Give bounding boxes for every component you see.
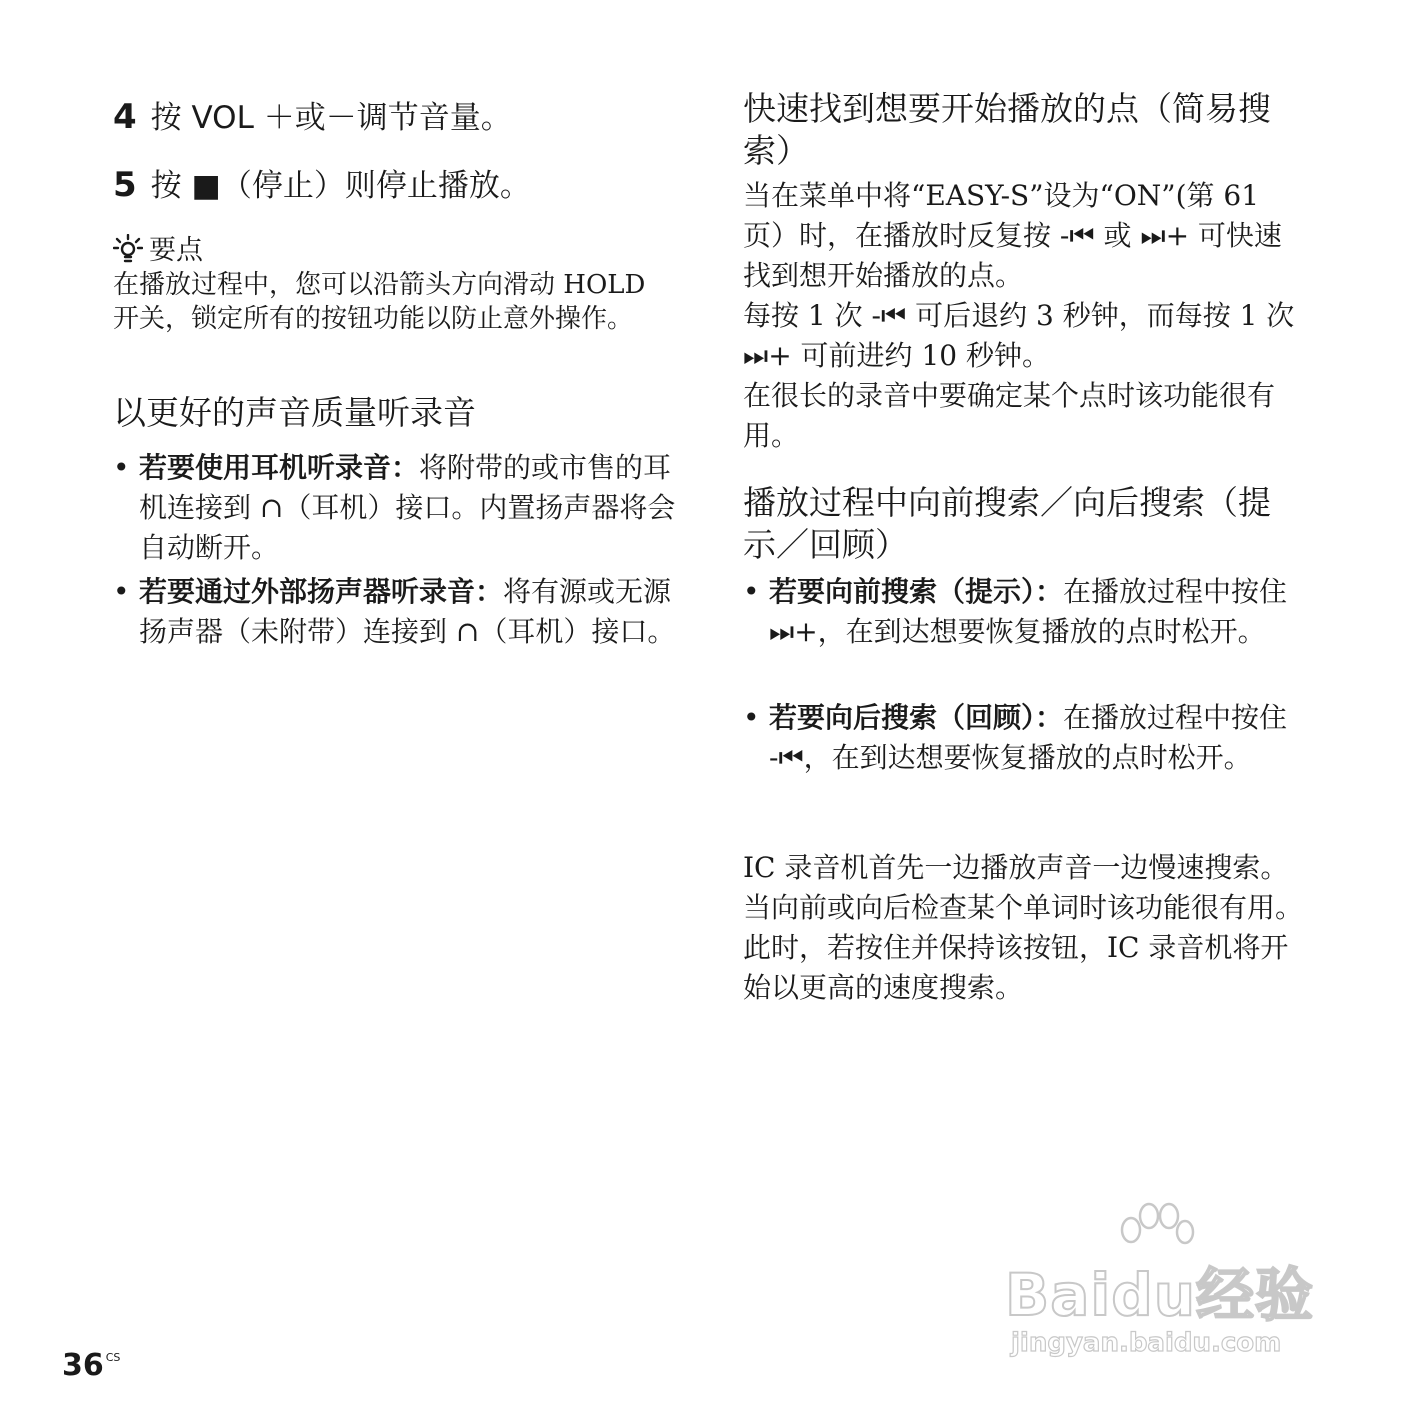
watermark bbox=[1005, 1200, 1335, 1380]
easy-search-paragraph-2: 每按 1 次 -⏮ 可后退约 3 秒钟，而每按 1 次 ⏭+ 可前进约 10 秒钟。 bbox=[743, 299, 1295, 372]
easy-search-paragraph-1: 当在菜单中将“EASY-S”设为“ON”(第 61 页）时，在播放时反复按 -⏮ 或 ⏭+ 可快速找到想开始播放的点。 bbox=[743, 179, 1282, 292]
section-heading-easy-search: 快速找到想要开始播放的点（简易搜索） bbox=[743, 89, 1271, 170]
tip-title: 要点 bbox=[149, 235, 203, 266]
step-4 bbox=[113, 92, 512, 137]
watermark-url: jingyan.baidu.com bbox=[1011, 1328, 1282, 1358]
bullet-cue bbox=[743, 572, 1309, 652]
lightbulb-icon bbox=[113, 234, 143, 264]
bullet-speakers bbox=[113, 572, 679, 652]
bullet-headphones bbox=[113, 448, 679, 568]
page-number bbox=[62, 1348, 120, 1383]
bullet-review bbox=[743, 698, 1309, 778]
bullet-text: 将有源或无源扬声器（未附带）连接到 ∩（耳机）接口。 bbox=[139, 575, 676, 648]
bullet-text: 在播放过程中按住 ⏭+，在到达想要恢复播放的点时松开。 bbox=[769, 575, 1288, 648]
watermark-logo: Baidu经验 bbox=[1005, 1261, 1315, 1329]
easy-search-paragraph-3: 在很长的录音中要确定某个点时该功能很有用。 bbox=[743, 379, 1276, 452]
page-number-value: 36 bbox=[62, 1348, 104, 1383]
bullet-label: 若要通过外部扬声器听录音： bbox=[139, 575, 504, 608]
bullet-label: 若要使用耳机听录音： bbox=[139, 451, 420, 484]
bullet-text: 在播放过程中按住 -⏮，在到达想要恢复播放的点时松开。 bbox=[769, 701, 1288, 774]
tip-body: 在播放过程中，您可以沿箭头方向滑动 HOLD 开关，锁定所有的按钮功能以防止意外操作。 bbox=[113, 270, 646, 334]
bullet-text: 将附带的或市售的耳机连接到 ∩（耳机）接口。内置扬声器将会自动断开。 bbox=[139, 451, 676, 564]
step-text: 按 ■（停止）则停止播放。 bbox=[150, 168, 531, 204]
step-number: 5 bbox=[113, 165, 137, 205]
bullet-label: 若要向后搜索（回顾）： bbox=[769, 701, 1064, 734]
tip-heading bbox=[113, 228, 203, 267]
page-number-suffix: CS bbox=[105, 1351, 121, 1364]
section-heading-cue-review: 播放过程中向前搜索／向后搜索（提示／回顾） bbox=[743, 483, 1271, 564]
section-heading-sound-quality: 以更好的声音质量听录音 bbox=[113, 393, 476, 432]
search-speed-paragraph: IC 录音机首先一边播放声音一边慢速搜索。当向前或向后检查某个单词时该功能很有用。此时，若按住并保持该按钮，IC 录音机将开始以更高的速度搜索。 bbox=[743, 851, 1304, 1004]
step-number: 4 bbox=[113, 97, 137, 137]
step-5 bbox=[113, 160, 531, 205]
step-text: 按 VOL ＋或－调节音量。 bbox=[150, 100, 512, 136]
bullet-label: 若要向前搜索（提示）： bbox=[769, 575, 1064, 608]
